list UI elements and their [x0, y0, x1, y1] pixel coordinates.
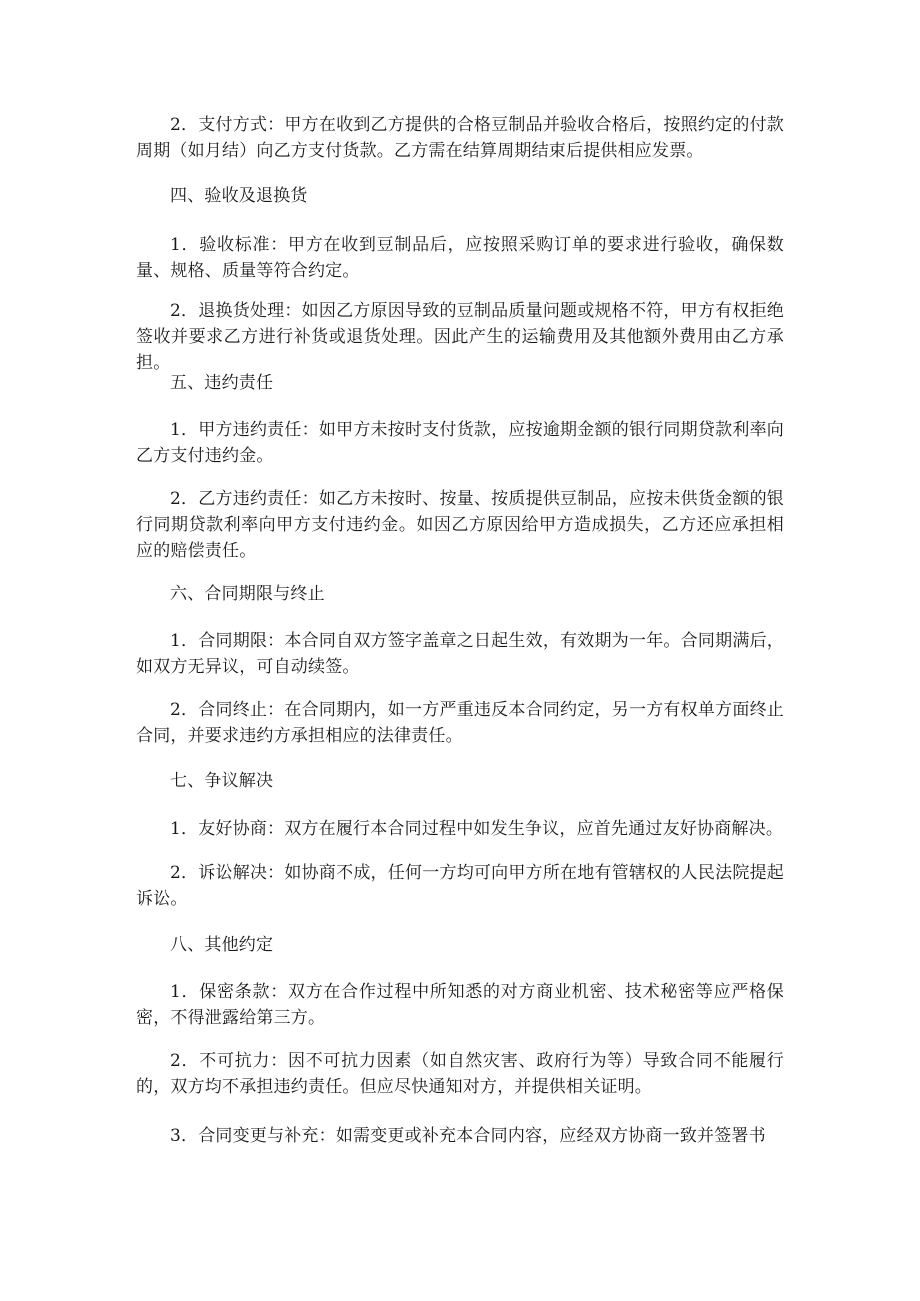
contract-termination-paragraph: 2．合同终止：在合同期内，如一方严重违反本合同约定，另一方有权单方面终止合同，并要求违约方承担相应的法律责任。: [136, 700, 784, 746]
contract-term-paragraph: 1．合同期限：本合同自双方签字盖章之日起生效，有效期为一年。合同期满后，如双方无异议，可自动续签。: [136, 631, 784, 677]
section-heading-acceptance: 四、验收及退换货: [170, 186, 308, 206]
acceptance-standard-paragraph: 1．验收标准：甲方在收到豆制品后，应按照采购订单的要求进行验收，确保数量、规格、质量等符合约定。: [136, 235, 784, 281]
section-heading-term: 六、合同期限与终止: [170, 584, 325, 604]
section-heading-other: 八、其他约定: [170, 935, 274, 955]
section-heading-dispute: 七、争议解决: [170, 771, 274, 791]
payment-method-paragraph: 2．支付方式：甲方在收到乙方提供的合格豆制品并验收合格后，按照约定的付款周期（如月结）向乙方支付货款。乙方需在结算周期结束后提供相应发票。: [136, 115, 784, 161]
section-heading-liability: 五、违约责任: [170, 373, 274, 393]
friendly-negotiation-paragraph: 1．友好协商：双方在履行本合同过程中如发生争议，应首先通过友好协商解决。: [170, 819, 784, 839]
party-a-liability-paragraph: 1．甲方违约责任：如甲方未按时支付货款，应按逾期金额的银行同期贷款利率向乙方支付违约金。: [136, 420, 784, 466]
return-exchange-paragraph: 2．退换货处理：如因乙方原因导致的豆制品质量问题或规格不符，甲方有权拒绝签收并要求乙方进行补货或退货处理。因此产生的运输费用及其他额外费用由乙方承担。: [136, 301, 784, 373]
amendment-paragraph: 3．合同变更与补充：如需变更或补充本合同内容，应经双方协商一致并签署书: [170, 1126, 766, 1146]
party-b-liability-paragraph: 2．乙方违约责任：如乙方未按时、按量、按质提供豆制品，应按未供货金额的银行同期贷款利率向甲方支付违约金。如因乙方原因给甲方造成损失，乙方还应承担相应的赔偿责任。: [136, 489, 784, 561]
litigation-paragraph: 2．诉讼解决：如协商不成，任何一方均可向甲方所在地有管辖权的人民法院提起诉讼。: [136, 863, 784, 909]
force-majeure-paragraph: 2．不可抗力：因不可抗力因素（如自然灾害、政府行为等）导致合同不能履行的，双方均不承担违约责任。但应尽快通知对方，并提供相关证明。: [136, 1051, 784, 1097]
confidentiality-paragraph: 1．保密条款：双方在合作过程中所知悉的对方商业机密、技术秘密等应严格保密，不得泄露给第三方。: [136, 982, 784, 1028]
